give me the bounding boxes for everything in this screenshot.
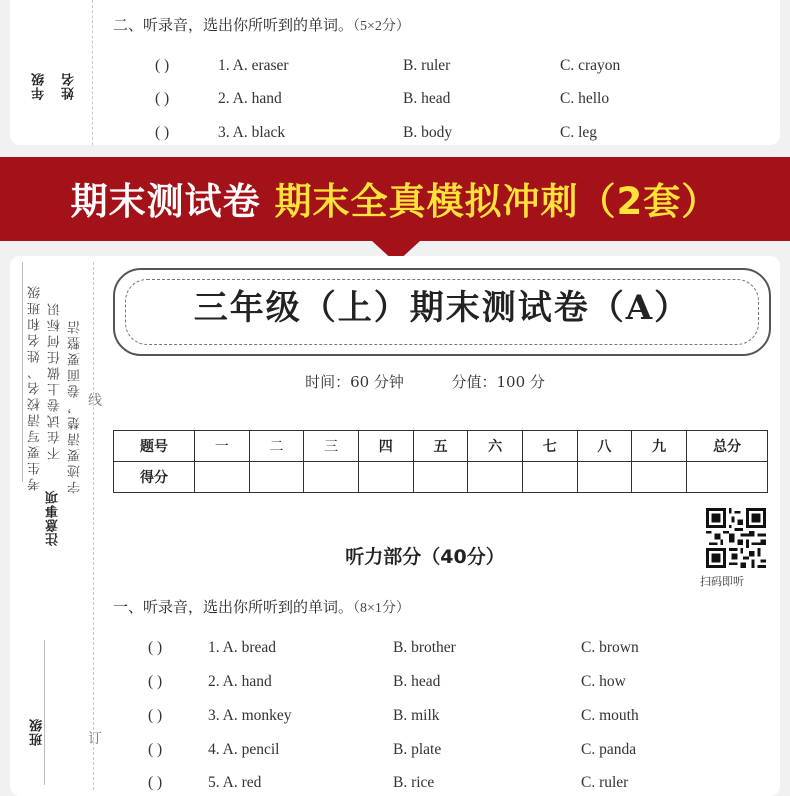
option-a: 2. A. hand [208, 673, 272, 690]
answer-blank[interactable]: ( ) [148, 707, 163, 724]
note-line-2: 不在试卷上做任何标识 [48, 300, 63, 460]
score-cell[interactable] [249, 462, 304, 493]
option-b: B. plate [393, 741, 442, 758]
option-b: B. head [393, 673, 441, 690]
table-header-cell: 总分 [687, 431, 768, 462]
option-b: B. head [403, 90, 451, 107]
table-header-cell: 五 [413, 431, 468, 462]
table-header-cell: 七 [522, 431, 577, 462]
qr-label: 扫码即听 [700, 575, 744, 588]
exam-meta [0, 371, 790, 392]
option-c: C. ruler [581, 774, 629, 791]
class-field-line [44, 640, 45, 785]
binding-line [93, 262, 94, 790]
score-cell[interactable] [687, 462, 768, 493]
option-c: C. mouth [581, 707, 639, 724]
notes-title: 注意事项 [46, 490, 61, 546]
section-title-1: 一、听录音，选出你所听到的单词。（8×1分） [113, 598, 410, 616]
banner-title [0, 171, 790, 225]
table-header-cell: 一 [195, 431, 250, 462]
answer-blank[interactable]: ( ) [155, 124, 170, 141]
score-table [113, 430, 768, 493]
option-c: C. how [581, 673, 626, 690]
class-label: 班级 [30, 718, 45, 746]
score-cell[interactable] [413, 462, 468, 493]
option-b: B. milk [393, 707, 440, 724]
answer-blank[interactable]: ( ) [155, 57, 170, 74]
answer-blank[interactable]: ( ) [148, 673, 163, 690]
note-line-1: 考生要写清校名、姓名和班级 [28, 283, 43, 491]
listening-heading: 听力部分（40分） [345, 546, 505, 568]
banner-yellow-text: 期末全真模拟冲刺（2套） [274, 180, 720, 223]
option-a: 4. A. pencil [208, 741, 280, 758]
option-c: C. crayon [560, 57, 621, 74]
time-label: 时间：60 分钟 [305, 373, 404, 391]
score-row-label: 得分 [114, 462, 195, 493]
answer-blank[interactable]: ( ) [148, 741, 163, 758]
table-header-cell: 四 [358, 431, 413, 462]
table-header-cell: 九 [632, 431, 687, 462]
binding-line [92, 0, 93, 145]
top-sheet [10, 0, 780, 145]
exam-title-box [113, 268, 771, 356]
option-a: 2. A. hand [218, 90, 282, 107]
option-b: B. body [403, 124, 453, 141]
option-a: 1. A. eraser [218, 57, 289, 74]
table-header-cell: 六 [468, 431, 523, 462]
option-b: B. ruler [403, 57, 451, 74]
score-cell[interactable] [195, 462, 250, 493]
option-b: B. brother [393, 639, 456, 656]
banner-white-text: 期末测试卷 [70, 180, 275, 223]
score-cell[interactable] [468, 462, 523, 493]
option-a: 3. A. black [218, 124, 286, 141]
answer-blank[interactable]: ( ) [148, 774, 163, 791]
table-header-cell: 三 [304, 431, 359, 462]
option-a: 1. A. bread [208, 639, 277, 656]
note-line-3: 字迹要清楚，卷面要整洁 [68, 318, 83, 494]
section-title-2: 二、听录音，选出你所听到的单词。（5×2分） [113, 16, 410, 34]
option-a: 5. A. red [208, 774, 262, 791]
answer-blank[interactable]: ( ) [155, 90, 170, 107]
option-b: B. rice [393, 774, 435, 791]
ding-glyph: 订 [88, 731, 102, 747]
score-label: 分值：100 分 [451, 373, 545, 391]
option-c: C. hello [560, 90, 610, 107]
exam-title: 三年级（上）期末测试卷（A） [193, 288, 691, 328]
option-c: C. panda [581, 741, 637, 758]
option-c: C. leg [560, 124, 598, 141]
grade-label: 年级 [32, 72, 47, 100]
table-header-cell: 二 [249, 431, 304, 462]
table-score-row [114, 462, 768, 493]
option-a: 3. A. monkey [208, 707, 292, 724]
score-cell[interactable] [632, 462, 687, 493]
xian-glyph: 线 [88, 393, 102, 409]
score-cell[interactable] [304, 462, 359, 493]
table-header-row [114, 431, 768, 462]
promo-banner [0, 157, 790, 241]
table-header-cell: 八 [577, 431, 632, 462]
answer-blank[interactable]: ( ) [148, 639, 163, 656]
score-cell[interactable] [522, 462, 577, 493]
score-cell[interactable] [358, 462, 413, 493]
name-label: 姓名 [62, 72, 77, 100]
score-cell[interactable] [577, 462, 632, 493]
option-c: C. brown [581, 639, 639, 656]
table-header-cell: 题号 [114, 431, 195, 462]
